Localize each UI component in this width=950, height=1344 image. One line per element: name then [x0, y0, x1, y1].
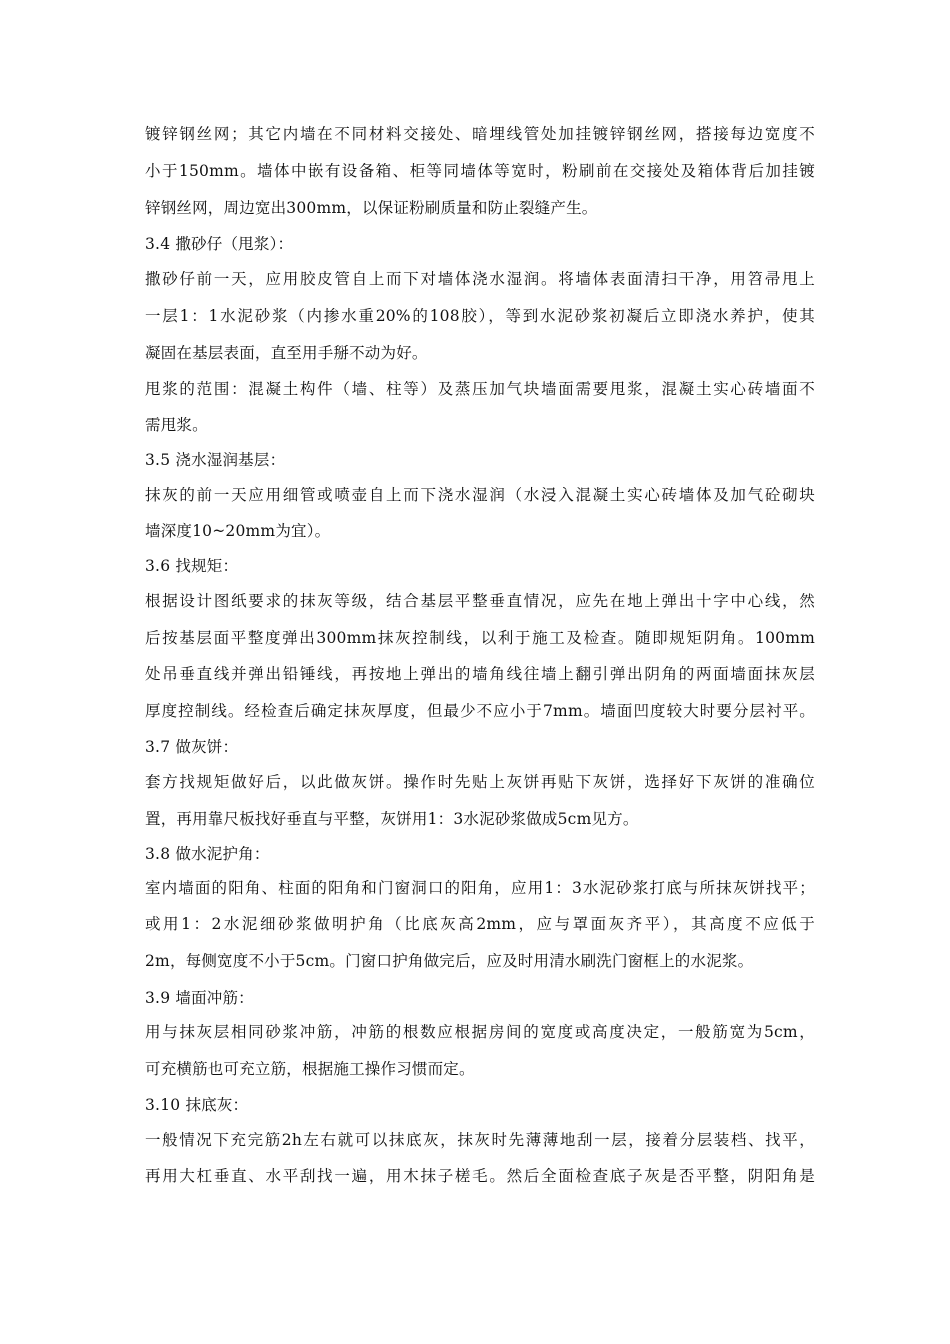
section-heading: 3.10 抹底灰： — [145, 1096, 249, 1114]
text-line: 可充横筋也可充立筋，根据施工操作习惯而定。 — [145, 1060, 475, 1078]
text-line: 置，再用靠尺板找好垂直与平整，灰饼用1：3水泥砂浆做成5cm见方。 — [145, 810, 639, 828]
text-line: 再用大杠垂直、水平刮找一遍，用木抹子槎毛。然后全面检查底子灰是否平整，阴阳角是 — [145, 1167, 815, 1185]
section-heading: 3.5 浇水湿润基层： — [145, 451, 286, 469]
text-line: 套方找规矩做好后，以此做灰饼。操作时先贴上灰饼再贴下灰饼，选择好下灰饼的准确位 — [145, 773, 815, 791]
section-heading: 3.8 做水泥护角： — [145, 845, 270, 863]
text-line: 镀锌钢丝网；其它内墙在不同材料交接处、暗埋线管处加挂镀锌钢丝网，搭接每边宽度不 — [145, 125, 815, 143]
section-heading: 3.4 撒砂仔（甩浆）： — [145, 235, 294, 253]
text-line: 抹灰的前一天应用细管或喷壶自上而下浇水湿润（水浸入混凝土实心砖墙体及加气砼砌块 — [145, 486, 815, 504]
text-line: 后按基层面平整度弹出300mm抹灰控制线，以利于施工及检查。随即规矩阴角。100mm — [145, 629, 815, 647]
section-heading: 3.9 墙面冲筋： — [145, 989, 254, 1007]
section-heading: 3.7 做灰饼： — [145, 738, 239, 756]
text-line: 2m，每侧宽度不小于5cm。门窗口护角做完后，应及时用清水刷洗门窗框上的水泥浆。 — [145, 952, 754, 970]
text-line: 处吊垂直线并弹出铅锤线，再按地上弹出的墙角线往墙上翻引弹出阴角的两面墙面抹灰层 — [145, 665, 815, 683]
text-line: 撒砂仔前一天，应用胶皮管自上而下对墙体浇水湿润。将墙体表面清扫干净，用笤帚甩上 — [145, 270, 815, 288]
text-line: 需甩浆。 — [145, 416, 208, 434]
section-heading: 3.6 找规矩： — [145, 557, 239, 575]
text-line: 一般情况下充完筋2h左右就可以抹底灰，抹灰时先薄薄地刮一层，接着分层装档、找平， — [145, 1131, 815, 1149]
text-line: 锌钢丝网，周边宽出300mm，以保证粉刷质量和防止裂缝产生。 — [145, 199, 598, 217]
text-line: 一层1：1水泥砂浆（内掺水重20%的108胶），等到水泥砂浆初凝后立即浇水养护，使其 — [145, 307, 815, 325]
text-line: 墙深度10~20mm为宜）。 — [145, 522, 331, 540]
text-line: 根据设计图纸要求的抹灰等级，结合基层平整垂直情况，应先在地上弹出十字中心线，然 — [145, 592, 815, 610]
text-line: 甩浆的范围：混凝土构件（墙、柱等）及蒸压加气块墙面需要甩浆，混凝土实心砖墙面不 — [145, 380, 815, 398]
text-line: 室内墙面的阳角、柱面的阳角和门窗洞口的阳角，应用1：3水泥砂浆打底与所抹灰饼找平； — [145, 879, 815, 897]
text-line: 或用1：2水泥细砂浆做明护角（比底灰高2mm，应与罩面灰齐平），其高度不应低于 — [145, 915, 815, 933]
text-line: 小于150mm。墙体中嵌有设备箱、柜等同墙体等宽时，粉刷前在交接处及箱体背后加挂镀 — [145, 162, 815, 180]
text-line: 用与抹灰层相同砂浆冲筋，冲筋的根数应根据房间的宽度或高度决定，一般筋宽为5cm， — [145, 1023, 815, 1041]
text-line: 凝固在基层表面，直至用手掰不动为好。 — [145, 344, 428, 362]
text-line: 厚度控制线。经检查后确定抹灰厚度，但最少不应小于7mm。墙面凹度较大时要分层衬平。 — [145, 702, 815, 720]
